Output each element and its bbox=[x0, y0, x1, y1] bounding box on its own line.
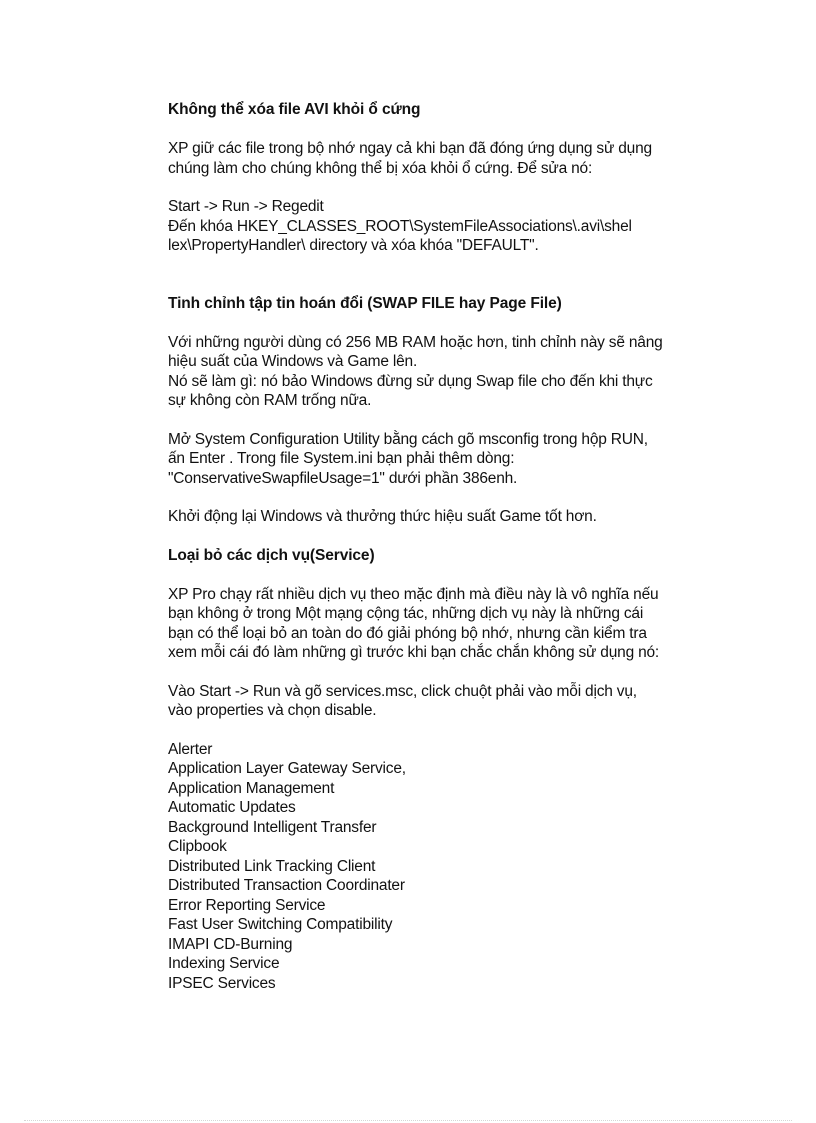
section-heading-swap: Tinh chỉnh tập tin hoán đổi (SWAP FILE hay Page File) bbox=[168, 294, 562, 312]
paragraph-services-intro: XP Pro chạy rất nhiều dịch vụ theo mặc định mà điều này là vô nghĩa nếu bạn không ở trong Một mạng cộng tác, những dịch vụ này là những cái bạn có thể loại bỏ an toàn do đó giải phóng bộ nhớ, nhưng cần kiểm tra xem mỗi cái đó làm những gì trước khi bạn chắc chắn không sử dụng nó: bbox=[168, 585, 660, 661]
list-item: IMAPI CD-Burning bbox=[168, 935, 293, 953]
page-bottom-divider bbox=[24, 1120, 792, 1121]
paragraph-services-steps: Vào Start -> Run và gõ services.msc, click chuột phải vào mỗi dịch vụ, vào properties và chọn disable. bbox=[168, 682, 637, 719]
list-item: Alerter bbox=[168, 740, 213, 758]
paragraph-avi-steps: Start -> Run -> Regedit Đến khóa HKEY_CLASSES_ROOT\SystemFileAssociations\.avi\shel lex\PropertyHandler\ directory và xóa khóa "DEFAULT". bbox=[168, 198, 632, 254]
paragraph-swap-steps: Mở System Configuration Utility bằng cách gõ msconfig trong hộp RUN, ấn Enter . Trong file System.ini bạn phải thêm dòng: "ConservativeSwapfileUsage=1" dưới phần 386enh. bbox=[168, 430, 648, 487]
document-page bbox=[168, 100, 728, 993]
list-item: Distributed Link Tracking Client bbox=[168, 857, 376, 875]
paragraph-avi-explanation: XP giữ các file trong bộ nhớ ngay cả khi bạn đã đóng ứng dụng sử dụng chúng làm cho chúng không thể bị xóa khỏi ổ cứng. Để sửa nó: bbox=[168, 140, 652, 177]
paragraph-swap-restart: Khởi động lại Windows và thưởng thức hiệu suất Game tốt hơn. bbox=[168, 508, 597, 525]
list-item: IPSEC Services bbox=[168, 974, 276, 992]
list-item: Distributed Transaction Coordinater bbox=[168, 877, 405, 894]
paragraph-swap-intro: Với những người dùng có 256 MB RAM hoặc hơn, tinh chỉnh này sẽ nâng hiệu suất của Windows và Game lên. Nó sẽ làm gì: nó bảo Windows đừng sử dụng Swap file cho đến khi thực sự không còn RAM trống nữa. bbox=[168, 333, 663, 409]
list-item: Application Layer Gateway Service, bbox=[168, 760, 406, 777]
list-item: Fast User Switching Compatibility bbox=[168, 916, 393, 933]
list-item: Error Reporting Service bbox=[168, 896, 326, 914]
section-heading-avi: Không thể xóa file AVI khỏi ổ cứng bbox=[168, 101, 421, 118]
services-list bbox=[168, 740, 728, 994]
list-item: Clipbook bbox=[168, 838, 227, 855]
list-item: Background Intelligent Transfer bbox=[168, 818, 377, 836]
list-item: Application Management bbox=[168, 779, 335, 797]
list-item: Automatic Updates bbox=[168, 799, 296, 816]
list-item: Indexing Service bbox=[168, 955, 280, 972]
section-heading-services: Loại bỏ các dịch vụ(Service) bbox=[168, 546, 375, 564]
